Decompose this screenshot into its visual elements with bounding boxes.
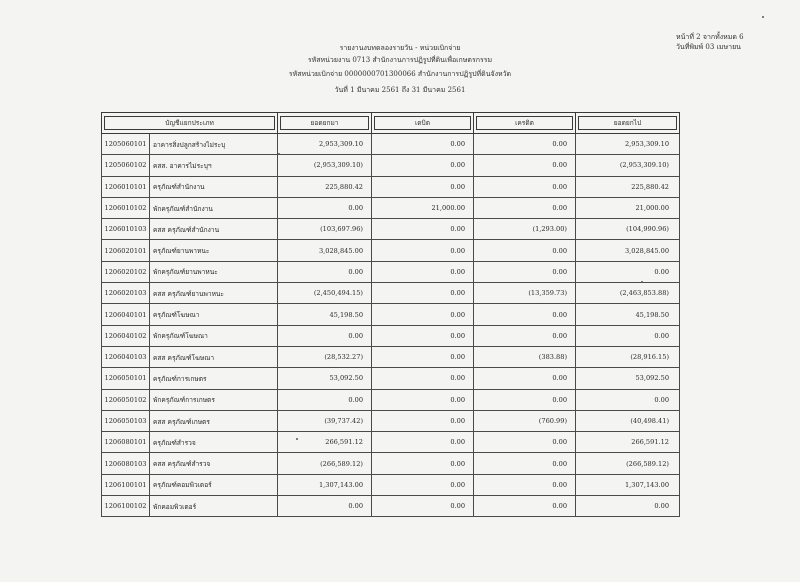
account-code: 1206040101 <box>102 304 150 325</box>
account-code: 1206040102 <box>102 325 150 346</box>
account-code: 1206100101 <box>102 474 150 495</box>
debit-value: 0.00 <box>372 410 474 431</box>
column-header-debit: เดบิต <box>372 113 474 134</box>
carried-forward-value: 0.00 <box>576 325 680 346</box>
debit-value: 0.00 <box>372 325 474 346</box>
credit-value: 0.00 <box>474 325 576 346</box>
account-name: คสส ครุภัณฑ์เกษตร <box>150 410 278 431</box>
scan-speck <box>278 153 280 155</box>
table-row <box>102 432 680 453</box>
account-name: คสส ครุภัณฑ์สำรวจ <box>150 453 278 474</box>
account-code: 1206080103 <box>102 453 150 474</box>
debit-value: 21,000.00 <box>372 197 474 218</box>
carried-forward-value: (28,916.15) <box>576 346 680 367</box>
table-row <box>102 155 680 176</box>
credit-value: 0.00 <box>474 240 576 261</box>
debit-value: 0.00 <box>372 474 474 495</box>
account-name: ครุภัณฑ์สำนักงาน <box>150 176 278 197</box>
table-row <box>102 304 680 325</box>
table-row <box>102 134 680 155</box>
account-name: คสส ครุภัณฑ์โฆษณา <box>150 346 278 367</box>
carried-forward-value: (104,990.96) <box>576 219 680 240</box>
carried-forward-value: 2,953,309.10 <box>576 134 680 155</box>
credit-value: (1,293.00) <box>474 219 576 240</box>
debit-value: 0.00 <box>372 219 474 240</box>
account-name: คสส. อาคารไม่ระบุฯ <box>150 155 278 176</box>
credit-value: 0.00 <box>474 261 576 282</box>
brought-forward-value: (2,450,494.15) <box>278 283 372 304</box>
brought-forward-value: (39,737.42) <box>278 410 372 431</box>
credit-value: (383.88) <box>474 346 576 367</box>
account-code: 1206080101 <box>102 432 150 453</box>
table-row <box>102 410 680 431</box>
carried-forward-value: (40,498.41) <box>576 410 680 431</box>
table-row <box>102 368 680 389</box>
table-row <box>102 261 680 282</box>
table-row <box>102 240 680 261</box>
carried-forward-value: 225,880.42 <box>576 176 680 197</box>
brought-forward-value: 225,880.42 <box>278 176 372 197</box>
account-code: 1206050102 <box>102 389 150 410</box>
report-title: รายงานงบทดลองรายวัน - หน่วยเบิกจ่าย <box>339 44 461 52</box>
print-date: วันที่พิมพ์ 03 เมษายน <box>676 43 741 51</box>
debit-value: 0.00 <box>372 346 474 367</box>
carried-forward-value: (2,953,309.10) <box>576 155 680 176</box>
page-info <box>676 32 791 52</box>
account-code: 1206020102 <box>102 261 150 282</box>
brought-forward-value: (2,953,309.10) <box>278 155 372 176</box>
brought-forward-value: 266,591.12 <box>278 432 372 453</box>
account-code: 1205060101 <box>102 134 150 155</box>
debit-value: 0.00 <box>372 155 474 176</box>
column-header-credit: เครดิต <box>474 113 576 134</box>
column-header-brought-forward: ยอดยกมา <box>278 113 372 134</box>
scan-speck <box>762 16 764 18</box>
scan-speck <box>296 438 298 440</box>
debit-value: 0.00 <box>372 304 474 325</box>
table-row <box>102 325 680 346</box>
account-name: คสส ครุภัณฑ์สำนักงาน <box>150 219 278 240</box>
credit-value: 0.00 <box>474 474 576 495</box>
debit-value: 0.00 <box>372 389 474 410</box>
brought-forward-value: (266,589.12) <box>278 453 372 474</box>
account-code: 1206010101 <box>102 176 150 197</box>
brought-forward-value: 0.00 <box>278 197 372 218</box>
table-row <box>102 453 680 474</box>
carried-forward-value: 3,028,845.00 <box>576 240 680 261</box>
debit-value: 0.00 <box>372 261 474 282</box>
credit-value: 0.00 <box>474 453 576 474</box>
account-name: อาคารสิ่งปลูกสร้างไม่ระบุ <box>150 134 278 155</box>
brought-forward-value: 1,307,143.00 <box>278 474 372 495</box>
credit-value: (760.99) <box>474 410 576 431</box>
table-row <box>102 197 680 218</box>
table-row <box>102 219 680 240</box>
account-name: พักครุภัณฑ์สำนักงาน <box>150 197 278 218</box>
credit-value: (13,359.73) <box>474 283 576 304</box>
brought-forward-value: 0.00 <box>278 496 372 517</box>
brought-forward-value: 2,953,309.10 <box>278 134 372 155</box>
account-name: พักคอมพิวเตอร์ <box>150 496 278 517</box>
account-name: ครุภัณฑ์คอมพิวเตอร์ <box>150 474 278 495</box>
page-number: หน้าที่ 2 จากทั้งหมด 6 <box>676 33 744 41</box>
brought-forward-value: 0.00 <box>278 325 372 346</box>
credit-value: 0.00 <box>474 432 576 453</box>
account-name: ครุภัณฑ์โฆษณา <box>150 304 278 325</box>
account-name: พักครุภัณฑ์ยานพาหนะ <box>150 261 278 282</box>
account-name: ครุภัณฑ์การเกษตร <box>150 368 278 389</box>
carried-forward-value: (2,463,853.88) <box>576 283 680 304</box>
account-code: 1206020101 <box>102 240 150 261</box>
account-code: 1206010102 <box>102 197 150 218</box>
column-header-account: บัญชีแยกประเภท <box>102 113 278 134</box>
account-name: พักครุภัณฑ์การเกษตร <box>150 389 278 410</box>
brought-forward-value: 45,198.50 <box>278 304 372 325</box>
carried-forward-value: 0.00 <box>576 496 680 517</box>
account-name: พักครุภัณฑ์โฆษณา <box>150 325 278 346</box>
account-code: 1206050101 <box>102 368 150 389</box>
debit-value: 0.00 <box>372 496 474 517</box>
carried-forward-value: 0.00 <box>576 261 680 282</box>
account-name: ครุภัณฑ์สำรวจ <box>150 432 278 453</box>
table-row <box>102 389 680 410</box>
brought-forward-value: (28,532.27) <box>278 346 372 367</box>
brought-forward-value: 53,092.50 <box>278 368 372 389</box>
credit-value: 0.00 <box>474 197 576 218</box>
carried-forward-value: 266,591.12 <box>576 432 680 453</box>
report-titles <box>230 43 570 95</box>
debit-value: 0.00 <box>372 176 474 197</box>
carried-forward-value: (266,589.12) <box>576 453 680 474</box>
credit-value: 0.00 <box>474 134 576 155</box>
credit-value: 0.00 <box>474 389 576 410</box>
account-name: ครุภัณฑ์ยานพาหนะ <box>150 240 278 261</box>
debit-value: 0.00 <box>372 432 474 453</box>
debit-value: 0.00 <box>372 134 474 155</box>
table-row <box>102 346 680 367</box>
debit-value: 0.00 <box>372 240 474 261</box>
carried-forward-value: 1,307,143.00 <box>576 474 680 495</box>
account-code: 1206100102 <box>102 496 150 517</box>
table-row <box>102 496 680 517</box>
credit-value: 0.00 <box>474 176 576 197</box>
disbursing-unit-line: รหัสหน่วยเบิกจ่าย 0000000701300066 สำนักงานการปฏิรูปที่ดินจังหวัด <box>288 70 512 78</box>
table-row <box>102 283 680 304</box>
agency-line: รหัสหน่วยงาน 0713 สำนักงานการปฏิรูปที่ดินเพื่อเกษตรกรรม <box>307 56 493 64</box>
scan-speck <box>641 281 643 283</box>
account-code: 1206040103 <box>102 346 150 367</box>
account-code: 1205060102 <box>102 155 150 176</box>
carried-forward-value: 0.00 <box>576 389 680 410</box>
account-code: 1206010103 <box>102 219 150 240</box>
table-body <box>102 134 680 517</box>
credit-value: 0.00 <box>474 155 576 176</box>
brought-forward-value: 0.00 <box>278 261 372 282</box>
debit-value: 0.00 <box>372 368 474 389</box>
table-header-row <box>102 113 680 134</box>
carried-forward-value: 53,092.50 <box>576 368 680 389</box>
account-name: คสส ครุภัณฑ์ยานพาหนะ <box>150 283 278 304</box>
brought-forward-value: 3,028,845.00 <box>278 240 372 261</box>
table-row <box>102 474 680 495</box>
debit-value: 0.00 <box>372 283 474 304</box>
account-code: 1206020103 <box>102 283 150 304</box>
table-row <box>102 176 680 197</box>
debit-value: 0.00 <box>372 453 474 474</box>
report-period: วันที่ 1 มีนาคม 2561 ถึง 31 มีนาคม 2561 <box>334 86 466 94</box>
brought-forward-value: (103,697.96) <box>278 219 372 240</box>
account-code: 1206050103 <box>102 410 150 431</box>
trial-balance-table <box>101 112 680 517</box>
credit-value: 0.00 <box>474 368 576 389</box>
credit-value: 0.00 <box>474 304 576 325</box>
column-header-carried-forward: ยอดยกไป <box>576 113 680 134</box>
carried-forward-value: 21,000.00 <box>576 197 680 218</box>
brought-forward-value: 0.00 <box>278 389 372 410</box>
carried-forward-value: 45,198.50 <box>576 304 680 325</box>
credit-value: 0.00 <box>474 496 576 517</box>
